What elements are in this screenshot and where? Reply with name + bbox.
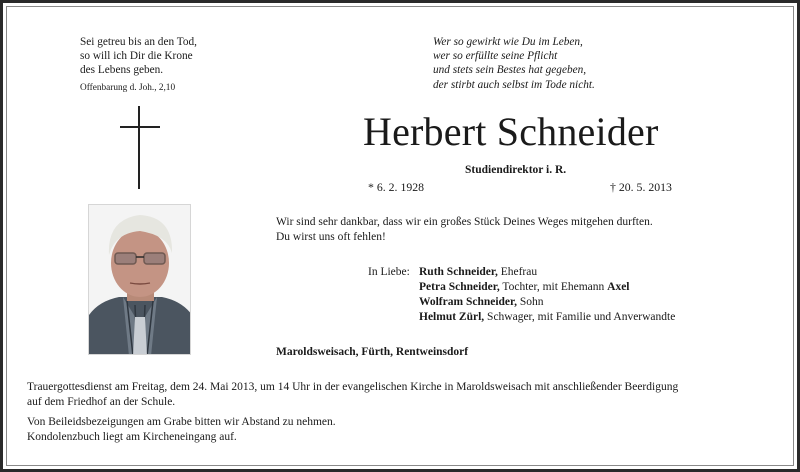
- portrait-illustration: [89, 205, 191, 355]
- mourner-name: Wolfram Schneider,: [419, 296, 517, 308]
- poem-line: wer so erfüllte seine Pflicht: [433, 50, 558, 63]
- condolence-line: Kondolenzbuch liegt am Kircheneingang auf.: [27, 430, 237, 443]
- poem: [433, 35, 595, 92]
- verse-line: des Lebens geben.: [80, 64, 164, 77]
- places: Maroldsweisach, Fürth, Rentweinsdorf: [276, 346, 469, 358]
- mourner-name: Ruth Schneider,: [419, 266, 498, 278]
- mourner-entry: [419, 280, 675, 295]
- poem-line: und stets sein Bestes hat gegeben,: [433, 64, 587, 77]
- mourner-entry: [419, 295, 675, 310]
- obituary-notice: [3, 3, 797, 469]
- mourner-relation: Schwager, mit Familie und Anverwandte: [484, 311, 676, 323]
- cross-icon: [138, 106, 140, 189]
- mourner-entry: [419, 265, 675, 280]
- mourner-relation: Ehefrau: [497, 266, 538, 278]
- mourner-relation: Tochter, mit Ehemann: [499, 281, 608, 293]
- poem-line: Wer so gewirkt wie Du im Leben,: [433, 36, 583, 48]
- verse-reference: Offenbarung d. Joh., 2,10: [80, 82, 176, 93]
- thanks-message: [276, 215, 653, 245]
- funeral-service-info: [27, 380, 787, 410]
- mourner-relation: Sohn: [516, 296, 544, 308]
- verse-line: Sei getreu bis an den Tod,: [80, 36, 197, 48]
- service-line: Trauergottesdienst am Freitag, dem 24. Mai 2013, um 14 Uhr in der evangelischen Kirche in Maroldsweisach mit anschließender Beerdigung: [27, 381, 679, 393]
- mourner-spouse: Axel: [607, 281, 630, 293]
- condolence-info: [27, 415, 336, 445]
- service-line: auf dem Friedhof an der Schule.: [27, 395, 176, 408]
- poem-line: der stirbt auch selbst im Tode nicht.: [433, 78, 595, 91]
- mourner-name: Petra Schneider,: [419, 281, 500, 293]
- bible-verse: [80, 35, 197, 95]
- cross-icon-bar: [120, 126, 160, 128]
- mourners-label: In Liebe:: [368, 266, 410, 278]
- thanks-line: Du wirst uns oft fehlen!: [276, 231, 386, 243]
- mourner-name: Helmut Zürl,: [419, 311, 485, 323]
- death-date: † 20. 5. 2013: [610, 180, 672, 194]
- portrait-photo: [88, 204, 191, 355]
- verse-line: so will ich Dir die Krone: [80, 50, 193, 63]
- thanks-line: Wir sind sehr dankbar, dass wir ein großes Stück Deines Weges mitgehen durften.: [276, 216, 653, 228]
- deceased-name: Herbert Schneider: [363, 109, 659, 154]
- mourner-entry: [419, 310, 675, 325]
- birth-date: * 6. 2. 1928: [368, 180, 425, 194]
- condolence-line: Von Beileidsbezeigungen am Grabe bitten wir Abstand zu nehmen.: [27, 416, 336, 428]
- deceased-title: Studiendirektor i. R.: [465, 164, 567, 176]
